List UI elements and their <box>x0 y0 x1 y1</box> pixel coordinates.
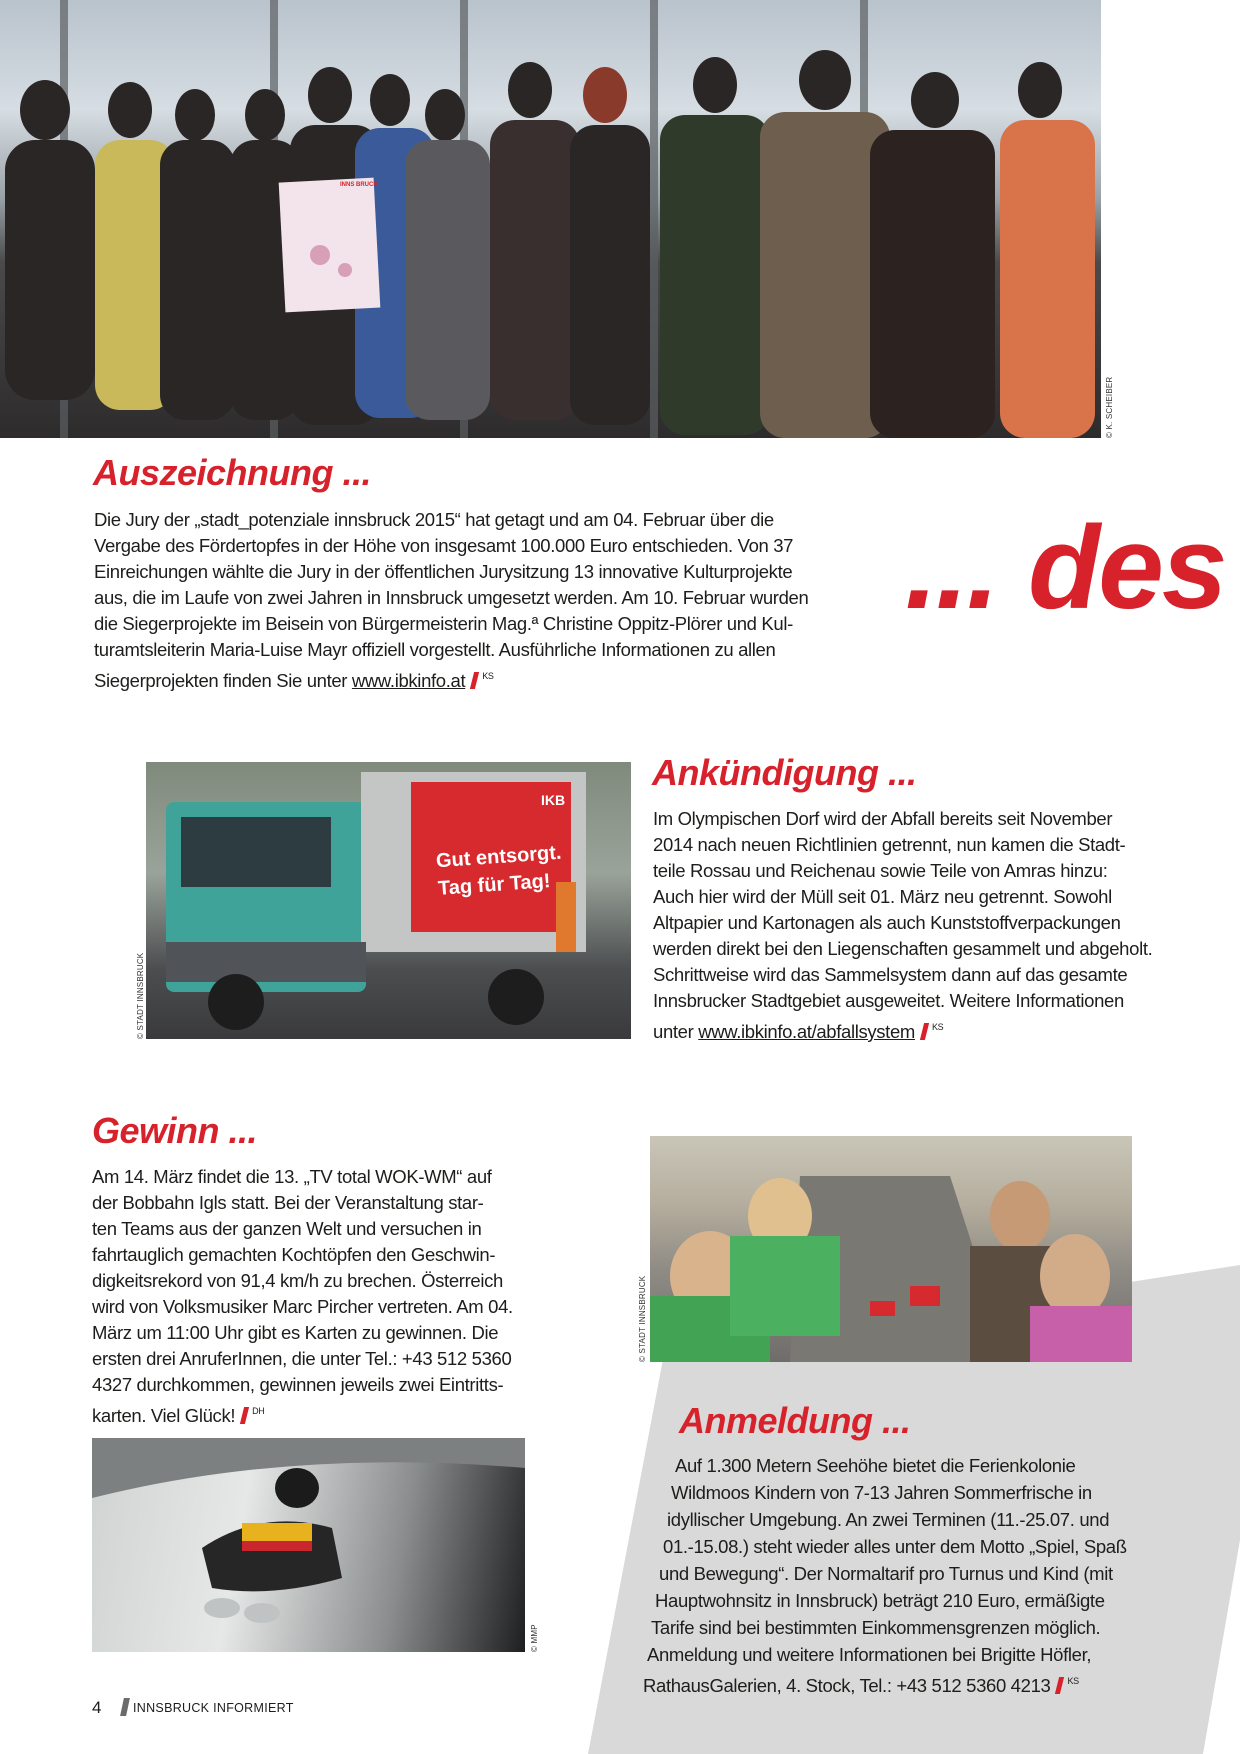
text-line: Wildmoos Kindern von 7-13 Jahren Sommerfrische in <box>671 1482 1092 1503</box>
text-line: turamtsleiterin Maria-Luise Mayr offiziell vorgestellt. Ausführliche Informationen zu allen <box>94 639 776 660</box>
text-line: teile Rossau und Reichenau sowie Teile von Amras hinzu: <box>653 860 1108 881</box>
photo-credit-truck: © STADT INNSBRUCK <box>136 952 145 1039</box>
text-line: fahrtauglich gemachten Kochtöpfen den Geschwin- <box>92 1244 496 1265</box>
text-line: karten. Viel Glück! <box>92 1405 236 1426</box>
red-slash-marker <box>240 1407 249 1424</box>
big-word-des: ... des <box>905 502 1226 634</box>
red-slash-marker <box>470 672 479 689</box>
text-anmeldung <box>643 1452 1127 1699</box>
photo-credit-sled: © MMP <box>530 1624 539 1652</box>
text-line: ten Teams aus der ganzen Welt und versuchen in <box>92 1218 482 1239</box>
red-slash-marker <box>920 1023 929 1040</box>
text-gewinn <box>92 1164 513 1429</box>
garbage-truck-photo <box>146 762 631 1039</box>
text-line: wird von Volksmusiker Marc Pircher vertreten. Am 04. <box>92 1296 513 1317</box>
text-line: RathausGalerien, 4. Stock, Tel.: +43 512 5360 4213 <box>643 1675 1051 1696</box>
text-line: Schrittweise wird das Sammelsystem dann auf das gesamte <box>653 964 1128 985</box>
page-number: 4 <box>92 1698 102 1717</box>
text-line: Vergabe des Fördertopfes in der Höhe von insgesamt 100.000 Euro entschieden. Von 37 <box>94 535 794 556</box>
heading-anmeldung: Anmeldung ... <box>679 1400 911 1441</box>
truck-sign-line1: Gut entsorgt. <box>435 841 563 873</box>
group-photo <box>0 0 1101 438</box>
text-line: Am 14. März findet die 13. „TV total WOK-WM“ auf <box>92 1166 492 1187</box>
text-line: und Bewegung“. Der Normaltarif pro Turnus und Kind (mit <box>659 1563 1113 1584</box>
author-initials: DH <box>252 1406 265 1416</box>
text-line: werden direkt bei den Liegenschaften gesammelt und abgeholt. <box>653 938 1153 959</box>
text-line: Auf 1.300 Metern Seehöhe bietet die Ferienkolonie <box>675 1455 1076 1476</box>
text-ankuendigung <box>653 806 1152 1045</box>
text-line: idyllischer Umgebung. An zwei Terminen (11.-25.07. und <box>667 1509 1110 1530</box>
text-line: Anmeldung und weitere Informationen bei Brigitte Höfler, <box>647 1644 1092 1665</box>
text-line: Innsbrucker Stadtgebiet ausgeweitet. Weitere Informationen <box>653 990 1124 1011</box>
text-line: ersten drei AnruferInnen, die unter Tel.: +43 512 5360 <box>92 1348 512 1369</box>
text-line: Hauptwohnsitz in Innsbruck) beträgt 210 Euro, ermäßigte <box>655 1590 1105 1611</box>
kids-playing-cards-photo <box>650 1136 1132 1362</box>
text-line: 4327 durchkommen, gewinnen jeweils zwei Eintritts- <box>92 1374 504 1395</box>
text-auszeichnung <box>94 507 808 694</box>
text-line: Tarife sind bei bestimmten Einkommensgrenzen möglich. <box>651 1617 1101 1638</box>
poster-logo: INNS BRUCK <box>340 182 378 188</box>
author-initials: KS <box>482 671 494 681</box>
author-initials: KS <box>931 1022 944 1032</box>
heading-auszeichnung: Auszeichnung ... <box>93 452 372 493</box>
text-line: Die Jury der „stadt_potenziale innsbruck 2015“ hat getagt und am 04. Februar über die <box>94 509 774 530</box>
text-line: Im Olympischen Dorf wird der Abfall bereits seit November <box>653 808 1113 829</box>
link-ibkinfo[interactable]: www.ibkinfo.at <box>351 670 466 691</box>
publication-name: INNSBRUCK INFORMIERT <box>133 1701 294 1715</box>
text-line: Altpapier und Kartonagen als auch Kunststoffverpackungen <box>653 912 1121 933</box>
text-line: unter <box>653 1021 699 1042</box>
text-line: Einreichungen wählte die Jury in der öffentlichen Jurysitzung 13 innovative Kulturprojekte <box>94 561 793 582</box>
link-abfallsystem[interactable]: www.ibkinfo.at/abfallsystem <box>698 1021 915 1042</box>
text-line: 2014 nach neuen Richtlinien getrennt, nun kamen die Stadt- <box>653 834 1126 855</box>
text-line: der Bobbahn Igls statt. Bei der Veranstaltung star- <box>92 1192 484 1213</box>
author-initials: KS <box>1067 1676 1079 1686</box>
red-slash-marker <box>1055 1677 1064 1694</box>
truck-brand: IKB <box>541 792 566 808</box>
heading-gewinn: Gewinn ... <box>92 1110 258 1151</box>
text-line: Auch hier wird der Müll seit 01. März neu getrennt. Sowohl <box>653 886 1112 907</box>
heading-ankuendigung: Ankündigung ... <box>652 752 917 793</box>
text-line: aus, die im Laufe von zwei Jahren in Innsbruck umgesetzt werden. Am 10. Februar wurden <box>94 587 809 608</box>
text-line: März um 11:00 Uhr gibt es Karten zu gewinnen. Die <box>92 1322 499 1343</box>
text-line: digkeitsrekord von 91,4 km/h zu brechen. Österreich <box>92 1270 503 1291</box>
text-line: die Siegerprojekte im Beisein von Bürgermeisterin Mag.ª Christine Oppitz-Plörer und Kul- <box>94 613 793 634</box>
wok-sled-photo <box>92 1438 525 1652</box>
text-line: 01.-15.08.) steht wieder alles unter dem Motto „Spiel, Spaß <box>663 1536 1127 1557</box>
photo-credit-group: © K. SCHEIBER <box>1105 376 1114 438</box>
text-line: Siegerprojekten finden Sie unter <box>94 670 352 691</box>
truck-sign-line2: Tag für Tag! <box>437 870 552 900</box>
photo-credit-kids: © STADT INNSBRUCK <box>638 1275 647 1362</box>
